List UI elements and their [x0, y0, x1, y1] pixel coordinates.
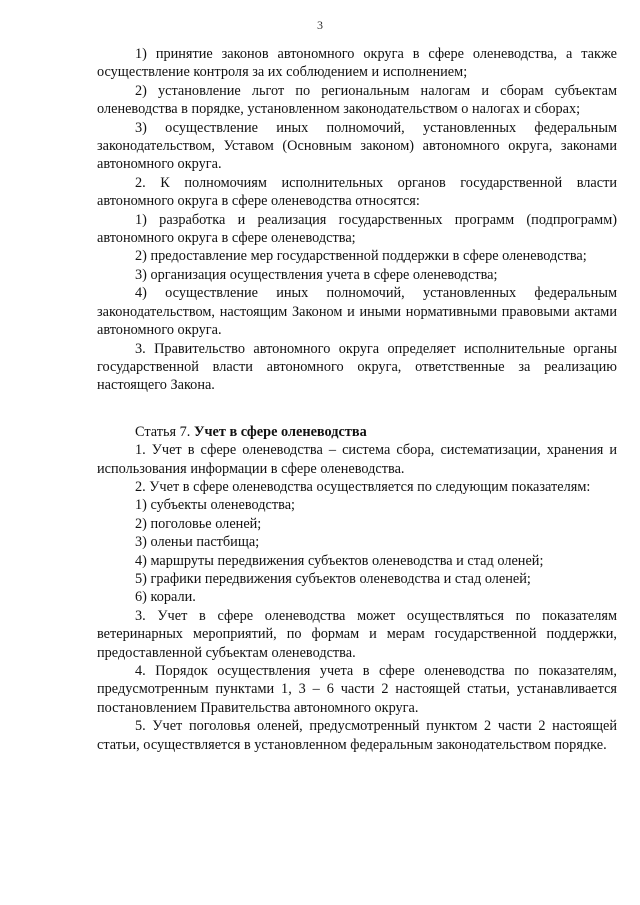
paragraph: 1. Учет в сфере оленеводства – система сбора, систематизации, хранения и использования информации в сфере оленеводства.: [97, 442, 617, 477]
paragraph: 2) предоставление мер государственной поддержки в сфере оленеводства;: [135, 248, 587, 265]
paragraph: 3) осуществление иных полномочий, установленных федеральным законодательством, Уставом (Основным законом) автономного округа, законами автономного округа.: [97, 119, 617, 173]
paragraph: 3) организация осуществления учета в сфере оленеводства;: [135, 266, 498, 283]
article-prefix: Статья 7.: [135, 423, 194, 440]
article-title: Учет в сфере оленеводства: [193, 423, 367, 440]
list-item: 5) графики передвижения субъектов оленеводства и стад оленей;: [135, 570, 531, 587]
paragraph: 2. Учет в сфере оленеводства осуществляется по следующим показателям:: [135, 478, 591, 495]
list-item: 4) маршруты передвижения субъектов оленеводства и стад оленей;: [135, 552, 544, 569]
paragraph: 2. К полномочиям исполнительных органов государственной власти автономного округа в сфере оленеводства относятся:: [97, 174, 617, 210]
paragraph: 3. Правительство автономного округа определяет исполнительные органы государственной власти автономного округа, ответственные за реализацию настоящего Закона.: [97, 340, 617, 394]
paragraph: 1) принятие законов автономного округа в сфере оленеводства, а также осуществление контроля за их соблюдением и исполнением;: [97, 46, 617, 81]
paragraph: 5. Учет поголовья оленей, предусмотренный пунктом 2 части 2 настоящей статьи, осуществляется в установленном федеральным законодательством порядке.: [97, 718, 617, 753]
paragraph: 4) осуществление иных полномочий, установленных федеральным законодательством, настоящим Законом и иными нормативными правовыми актами автономного округа.: [97, 285, 617, 339]
document-body: [97, 45, 617, 754]
paragraph: 2) установление льгот по региональным налогам и сборам субъектам оленеводства в порядке, установленном законодательством о налогах и сборах;: [97, 82, 617, 118]
list-item: 6) корали.: [135, 589, 196, 606]
paragraph: 4. Порядок осуществления учета в сфере оленеводства по показателям, предусмотренным пунктами 1, 3 – 6 части 2 настоящей статьи, устанавливается постановлением Правительства автономного округа.: [97, 663, 617, 716]
list-item: 2) поголовье оленей;: [135, 515, 262, 532]
section-gap: [97, 395, 617, 423]
article-heading: [97, 423, 617, 441]
page-number: 3: [317, 18, 323, 32]
paragraph: 1) разработка и реализация государственных программ (подпрограмм) автономного округа в сфере оленеводства;: [97, 211, 617, 247]
list-item: 3) оленьи пастбища;: [135, 534, 260, 551]
paragraph: 3. Учет в сфере оленеводства может осуществляться по показателям ветеринарных мероприятий, по формам и мерам государственной поддержки, предоставленной субъектам оленеводства.: [97, 607, 617, 661]
list-item: 1) субъекты оленеводства;: [135, 497, 296, 514]
